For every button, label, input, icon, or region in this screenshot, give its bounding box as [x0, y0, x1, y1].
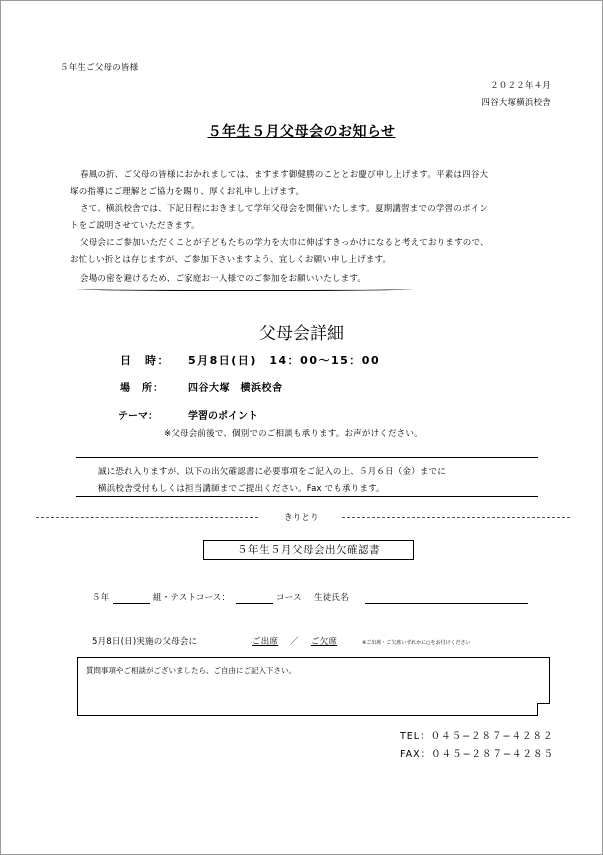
date-label: 日 時：	[120, 354, 170, 367]
issue-date: ２０２２年４月	[490, 81, 551, 91]
fax-number: FAX：０４５−２８７−４２８５	[400, 749, 555, 760]
notice-line	[80, 272, 366, 284]
date-value: 5月8日(日) 14：00〜15：00	[188, 354, 381, 367]
student-name-field[interactable]	[365, 603, 528, 604]
request-line: 誠に恐れ入りますが、以下の出欠確認書に必要事項をご記入の上、５月６日（金）までに	[98, 467, 447, 477]
notice-text: 会場の密を避けるため、ご家庭お一人様でのご参加をお願いいたします。	[80, 274, 367, 284]
questions-label: 質問事項やご相談がございましたら、ご自由にご記入下さい。	[86, 666, 296, 675]
class-course-label: 組・テストコース：	[153, 593, 231, 603]
page-curl-icon	[537, 703, 550, 716]
name-label: 生徒氏名	[314, 593, 349, 603]
consult-note: ※父母会前後で、個別でのご相談も承ります。お声がけください。	[164, 429, 423, 439]
theme-value: 学習のポイント	[188, 411, 258, 422]
course-field[interactable]	[236, 603, 273, 604]
cut-line-left	[36, 517, 258, 518]
absent-option[interactable]: ご欠席	[311, 637, 338, 647]
attend-prefix: 5月8日(日)実施の父母会に	[92, 637, 198, 647]
page-title: ５年生５月父母会のお知らせ	[207, 124, 396, 140]
theme-label: テーマ：	[118, 411, 158, 422]
tel-number: TEL：０４５−２８７−４２８２	[400, 731, 554, 742]
course-label: コース	[276, 593, 302, 603]
attend-note: ※ご出席・ご欠席いずれかに○をお付けください	[362, 640, 471, 646]
body-line: お忙しい折とは存じますが、ご参加下さいますよう、宜しくお願い申し上げます。	[70, 255, 392, 265]
cut-line-right	[342, 517, 570, 518]
place-label: 場 所：	[120, 383, 164, 394]
notice-underline	[78, 286, 412, 291]
class-field[interactable]	[113, 603, 150, 604]
option-separator: ／	[290, 637, 299, 647]
divider	[76, 457, 538, 458]
body-line: 春風の折、ご父母の皆様におかれましては、ますます御健勝のこととお慶び申し上げます。平素は四谷大	[80, 170, 489, 180]
details-title: 父母会詳細	[259, 324, 344, 344]
form-title: ５年生５月父母会出欠確認書	[237, 544, 380, 556]
sender: 四谷大塚横浜校舎	[481, 98, 551, 108]
questions-box[interactable]	[77, 657, 550, 716]
body-line: さて、横浜校舎では、下記日程におきまして学年父母会を開催いたします。夏期講習までの学習のポイン	[80, 204, 489, 214]
grade-label: ５年	[92, 593, 110, 603]
place-value: 四谷大塚 横浜校舎	[188, 383, 283, 394]
attend-option[interactable]: ご出席	[252, 637, 279, 647]
divider	[76, 496, 538, 497]
body-line: 父母会にご参加いただくことが子どもたちの学力を大巾に伸ばすきっかけになると考えておりますので、	[80, 238, 489, 248]
body-line: 塚の指導にご理解とご協力を賜り、厚くお礼申し上げます。	[70, 187, 305, 197]
form-title-box	[203, 540, 414, 560]
body-line: トをご説明させていただきます。	[70, 221, 200, 231]
cut-label: きりとり	[284, 513, 319, 523]
addressee: ５年生ご父母の皆様	[60, 63, 139, 73]
request-line: 横浜校舎受付もしくは担当講師までご提出ください。Fax でも承ります。	[98, 484, 385, 494]
